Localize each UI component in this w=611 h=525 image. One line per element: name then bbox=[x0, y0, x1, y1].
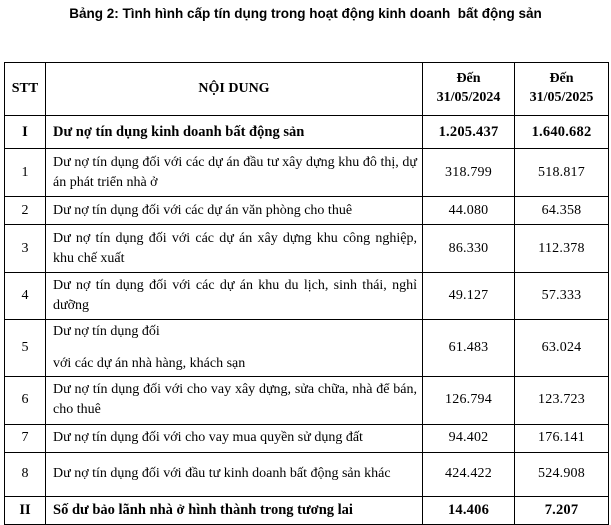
row-content-line2: với các dự án nhà hàng, khách sạn bbox=[53, 355, 246, 371]
table-row-5 bbox=[5, 320, 609, 377]
col-header-2025 bbox=[515, 63, 609, 116]
col-header-2025-line2: 31/05/2025 bbox=[529, 90, 594, 105]
header-row bbox=[5, 63, 609, 116]
row-content: Dư nợ tín dụng đối với các dự án khu du lịch, sinh thái, nghỉ dưỡng bbox=[46, 273, 423, 320]
table-title: Bảng 2: Tình hình cấp tín dụng trong hoạt động kinh doanh bất động sản bbox=[69, 6, 542, 21]
row-value-2025: 57.333 bbox=[515, 273, 609, 320]
table-row-2 bbox=[5, 197, 609, 225]
row-value-2025: 64.358 bbox=[515, 197, 609, 225]
row-value-2025: 63.024 bbox=[515, 320, 609, 377]
row-content-line1: Dư nợ tín dụng đối bbox=[53, 324, 160, 339]
row-stt: 6 bbox=[5, 376, 46, 424]
table-row-summary-I bbox=[5, 116, 609, 149]
row-value-2024: 424.422 bbox=[423, 452, 515, 496]
row-content: Dư nợ tín dụng đối với cho vay xây dựng, sửa chữa, nhà để bán, cho thuê bbox=[46, 376, 423, 424]
table-row-1 bbox=[5, 149, 609, 197]
row-stt: I bbox=[5, 116, 46, 149]
row-value-2025: 1.640.682 bbox=[515, 116, 609, 149]
row-value-2024: 49.127 bbox=[423, 273, 515, 320]
table-row-summary-II bbox=[5, 496, 609, 524]
row-stt: II bbox=[5, 496, 46, 524]
row-value-2024: 318.799 bbox=[423, 149, 515, 197]
col-header-stt: STT bbox=[5, 63, 46, 116]
row-content: Số dư bảo lãnh nhà ở hình thành trong tương lai bbox=[46, 496, 423, 524]
row-stt: 5 bbox=[5, 320, 46, 377]
row-value-2025: 518.817 bbox=[515, 149, 609, 197]
row-stt: 8 bbox=[5, 452, 46, 496]
col-header-2024-line2: 31/05/2024 bbox=[436, 90, 501, 105]
row-content: Dư nợ tín dụng đối với các dự án đầu tư xây dựng khu đô thị, dự án phát triển nhà ở bbox=[46, 149, 423, 197]
row-content: Dư nợ tín dụng kinh doanh bất động sản bbox=[46, 116, 423, 149]
row-value-2024: 44.080 bbox=[423, 197, 515, 225]
row-value-2025: 123.723 bbox=[515, 376, 609, 424]
row-stt: 2 bbox=[5, 197, 46, 225]
col-header-2024 bbox=[423, 63, 515, 116]
row-value-2025: 524.908 bbox=[515, 452, 609, 496]
row-value-2025: 176.141 bbox=[515, 424, 609, 452]
table-row-8 bbox=[5, 452, 609, 496]
row-value-2024: 14.406 bbox=[423, 496, 515, 524]
col-header-2025-line1: Đến bbox=[549, 71, 574, 87]
col-header-content: NỘI DUNG bbox=[46, 63, 423, 116]
table-row-7 bbox=[5, 424, 609, 452]
col-header-2024-line1: Đến bbox=[456, 71, 481, 87]
row-stt: 3 bbox=[5, 225, 46, 273]
credit-table bbox=[4, 62, 609, 525]
row-content bbox=[46, 320, 423, 377]
row-content: Dư nợ tín dụng đối với cho vay mua quyền sử dụng đất bbox=[46, 424, 423, 452]
row-content: Dư nợ tín dụng đối với các dự án văn phòng cho thuê bbox=[46, 197, 423, 225]
table-row-4 bbox=[5, 273, 609, 320]
row-value-2024: 1.205.437 bbox=[423, 116, 515, 149]
table-row-6 bbox=[5, 376, 609, 424]
row-stt: 7 bbox=[5, 424, 46, 452]
row-value-2024: 94.402 bbox=[423, 424, 515, 452]
row-value-2024: 86.330 bbox=[423, 225, 515, 273]
row-stt: 4 bbox=[5, 273, 46, 320]
row-value-2024: 126.794 bbox=[423, 376, 515, 424]
row-value-2025: 112.378 bbox=[515, 225, 609, 273]
row-content: Dư nợ tín dụng đối với các dự án xây dựng khu công nghiệp, khu chế xuất bbox=[46, 225, 423, 273]
row-value-2024: 61.483 bbox=[423, 320, 515, 377]
table-row-3 bbox=[5, 225, 609, 273]
row-value-2025: 7.207 bbox=[515, 496, 609, 524]
row-content: Dư nợ tín dụng đối với đầu tư kinh doanh bất động sản khác bbox=[46, 452, 423, 496]
row-stt: 1 bbox=[5, 149, 46, 197]
